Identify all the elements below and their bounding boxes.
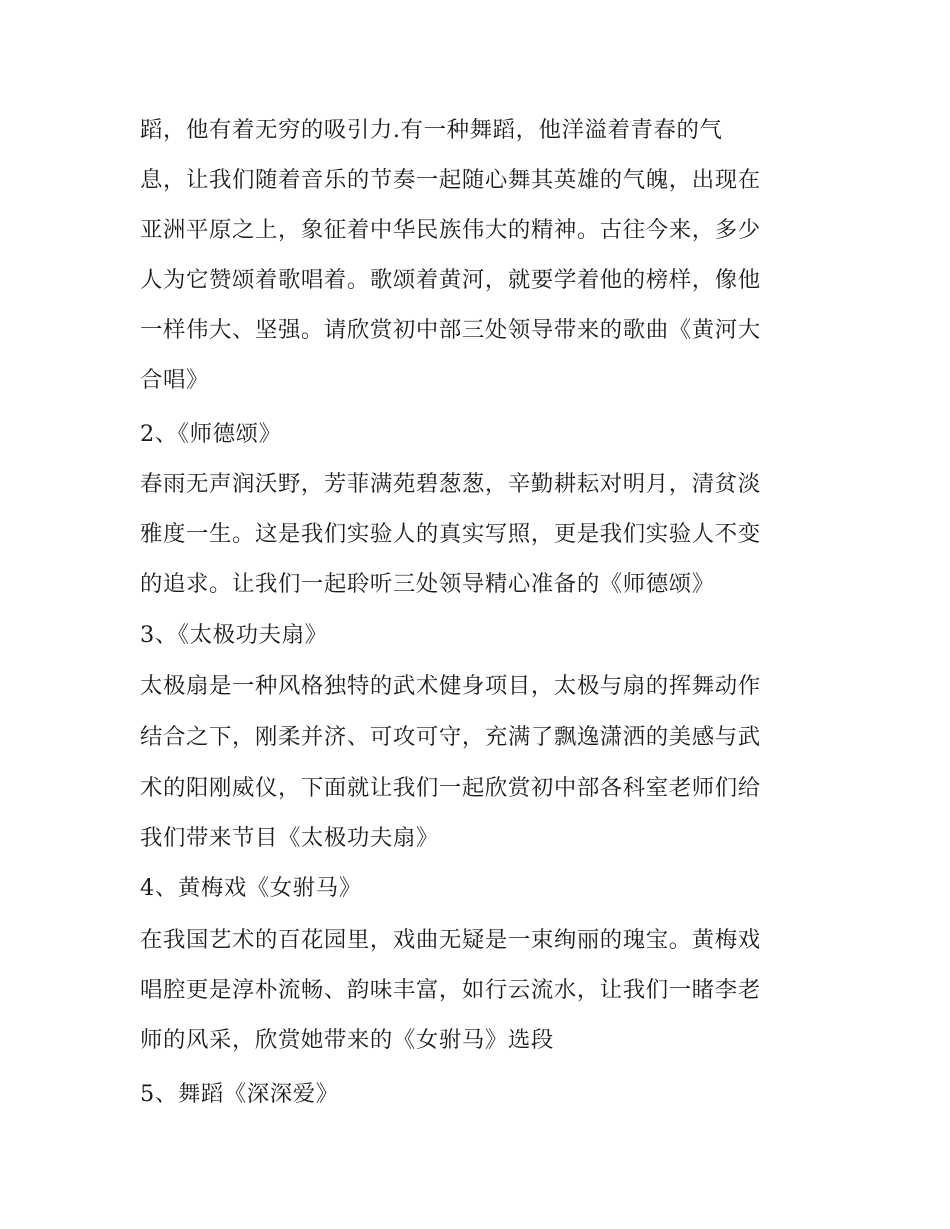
section-heading: 4、黄梅戏《女驸马》 [140,875,362,901]
section-heading: 3、《太极功夫扇》 [140,622,328,648]
text-line: 蹈，他有着无穷的吸引力.有一种舞蹈，他洋溢着青春的气 [140,117,723,143]
text-line: 术的阳刚威仪，下面就让我们一起欣赏初中部各科室老师们给 [140,775,761,801]
text-line: 雅度一生。这是我们实验人的真实写照，更是我们实验人不变 [140,521,761,547]
text-line: 息，让我们随着音乐的节奏一起随心舞其英雄的气魄，出现在 [140,167,761,193]
text-line: 结合之下，刚柔并济、可攻可守，充满了飘逸潇洒的美感与武 [140,724,761,750]
text-line: 太极扇是一种风格独特的武术健身项目，太极与扇的挥舞动作 [140,673,761,699]
text-line: 师的风采，欣赏她带来的《女驸马》选段 [140,1027,554,1053]
text-line: 亚洲平原之上，象征着中华民族伟大的精神。古往今来，多少 [140,217,761,243]
text-line: 在我国艺术的百花园里，戏曲无疑是一束绚丽的瑰宝。黄梅戏 [140,927,761,953]
text-line: 春雨无声润沃野，芳菲满苑碧葱葱，辛勤耕耘对明月，清贫淡 [140,471,761,497]
text-line: 唱腔更是淳朴流畅、韵味丰富，如行云流水，让我们一睹李老 [140,977,761,1003]
section-heading: 5、舞蹈《深深爱》 [140,1081,339,1107]
text-line: 人为它赞颂着歌唱着。歌颂着黄河，就要学着他的榜样，像他 [140,267,761,293]
text-line: 一样伟大、坚强。请欣赏初中部三处领导带来的歌曲《黄河大 [140,317,761,343]
text-line: 的追求。让我们一起聆听三处领导精心准备的《师德颂》 [140,571,715,597]
text-line: 合唱》 [140,367,209,393]
section-heading: 2、《师德颂》 [140,421,282,447]
text-line: 我们带来节目《太极功夫扇》 [140,825,439,851]
